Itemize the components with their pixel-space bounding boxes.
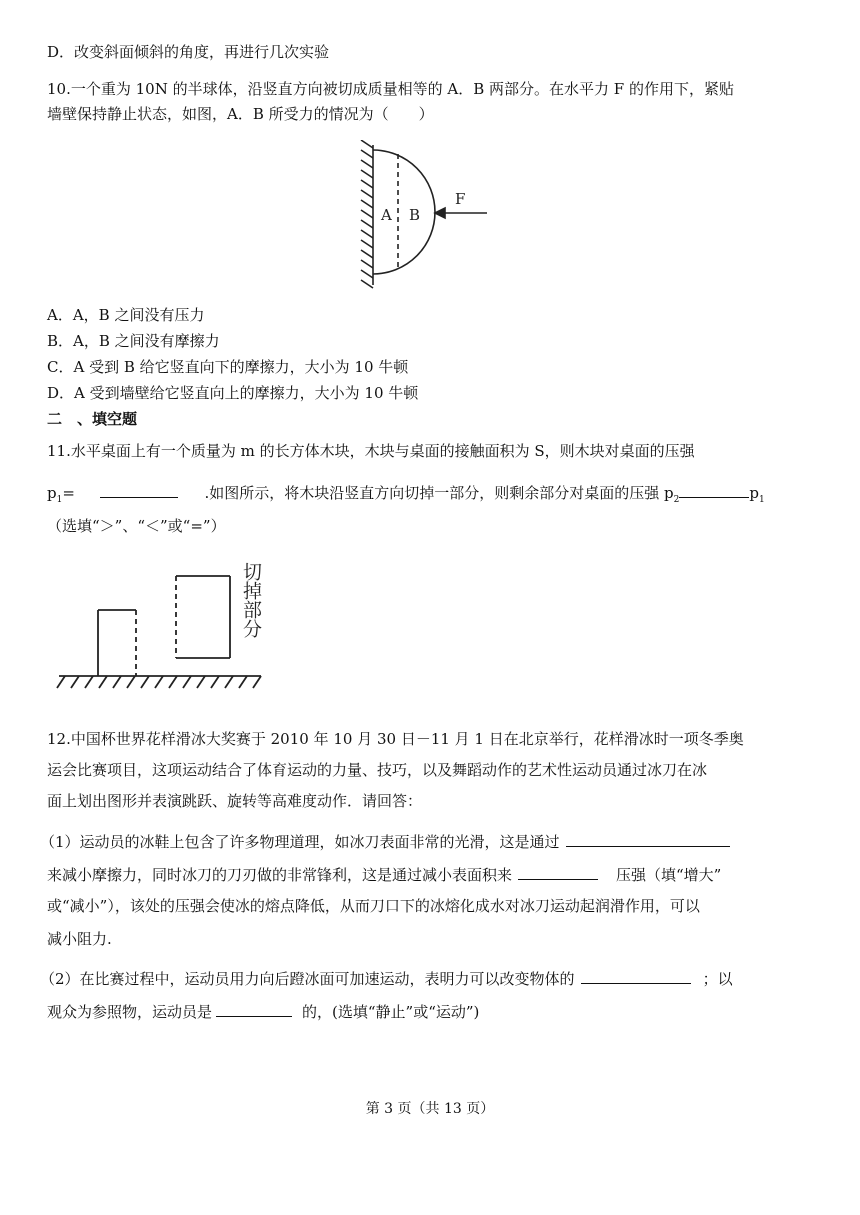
hemisphere-figure bbox=[355, 140, 495, 290]
q12-answer-blank-2[interactable] bbox=[518, 863, 598, 880]
q12-line1: 12.中国杯世界花样滑冰大奖赛于 2010 年 10 月 30 日－11 月 1 日在北京举行，花样滑冰时一项冬季奥 bbox=[47, 730, 744, 748]
section-title: 二 、填空题 bbox=[47, 410, 138, 428]
q12-part2-line1: （2）在比赛过程中，运动员用力向后蹬冰面可加速运动，表明力可以改变物体的 ；以 bbox=[40, 967, 733, 989]
q10-option-d: D．A 受到墙壁给它竖直向上的摩擦力，大小为 10 牛顿 bbox=[47, 384, 419, 402]
q11-answer-blank-1[interactable] bbox=[100, 481, 178, 498]
q12-line2: 运会比赛项目，这项运动结合了体育运动的力量、技巧，以及舞蹈动作的艺术性运动员通过冰刀在冰 bbox=[47, 761, 708, 779]
q10-option-a: A．A，B 之间没有压力 bbox=[47, 306, 205, 324]
fig-label-f: F bbox=[455, 190, 466, 208]
block-figure bbox=[55, 556, 275, 696]
q11-line3: （选填“＞”、“＜”或“=”） bbox=[47, 517, 226, 535]
fig-label-b: B bbox=[409, 206, 421, 224]
q10-option-c: C．A 受到 B 给它竖直向下的摩擦力，大小为 10 牛顿 bbox=[47, 358, 409, 376]
q12-part1-line3: 或“减小”），该处的压强会使冰的熔点降低，从而刀口下的冰熔化成水对冰刀运动起润滑作用，可以 bbox=[47, 897, 700, 915]
q10-option-b: B．A，B 之间没有摩擦力 bbox=[47, 332, 220, 350]
q12-part1-line1: （1）运动员的冰鞋上包含了许多物理道理，如冰刀表面非常的光滑，这是通过 bbox=[40, 830, 730, 852]
q12-line3: 面上划出图形并表演跳跃、旋转等高难度动作．请回答： bbox=[47, 792, 423, 810]
page-footer: 第 3 页（共 13 页） bbox=[365, 1101, 495, 1117]
q10-stem-line2: 墙壁保持静止状态，如图，A．B 所受力的情况为（ ） bbox=[47, 105, 434, 123]
fig-cut-label: 切掉部分 bbox=[240, 562, 262, 638]
q11-line2: $p_1=$ .如图所示，将木块沿竖直方向切掉一部分，则剩余部分对桌面的压强 $p_2$ $p_1$ bbox=[47, 481, 765, 510]
fig-label-a: A bbox=[381, 206, 392, 224]
q9-option-d: D．改变斜面倾斜的角度，再进行几次实验 bbox=[47, 43, 330, 61]
q12-part2-line2: 观众为参照物，运动员是 的，(选填“静止”或“运动”) bbox=[47, 1000, 479, 1022]
q12-part1-line2: 来减小摩擦力，同时冰刀的刀刃做的非常锋利，这是通过减小表面积来 压强（填“增大” bbox=[47, 863, 721, 885]
q11-answer-blank-2[interactable] bbox=[679, 481, 749, 498]
q10-stem-line1: 10.一个重为 10N 的半球体，沿竖直方向被切成质量相等的 A．B 两部分。在水平力 F 的作用下，紧贴 bbox=[47, 80, 734, 98]
q12-answer-blank-1[interactable] bbox=[566, 830, 730, 847]
q11-line1: 11.水平桌面上有一个质量为 m 的长方体木块，木块与桌面的接触面积为 S，则木块对桌面的压强 bbox=[47, 442, 695, 460]
q12-answer-blank-4[interactable] bbox=[216, 1000, 292, 1017]
q12-answer-blank-3[interactable] bbox=[581, 967, 691, 984]
q12-part1-line4: 减小阻力. bbox=[47, 930, 112, 948]
